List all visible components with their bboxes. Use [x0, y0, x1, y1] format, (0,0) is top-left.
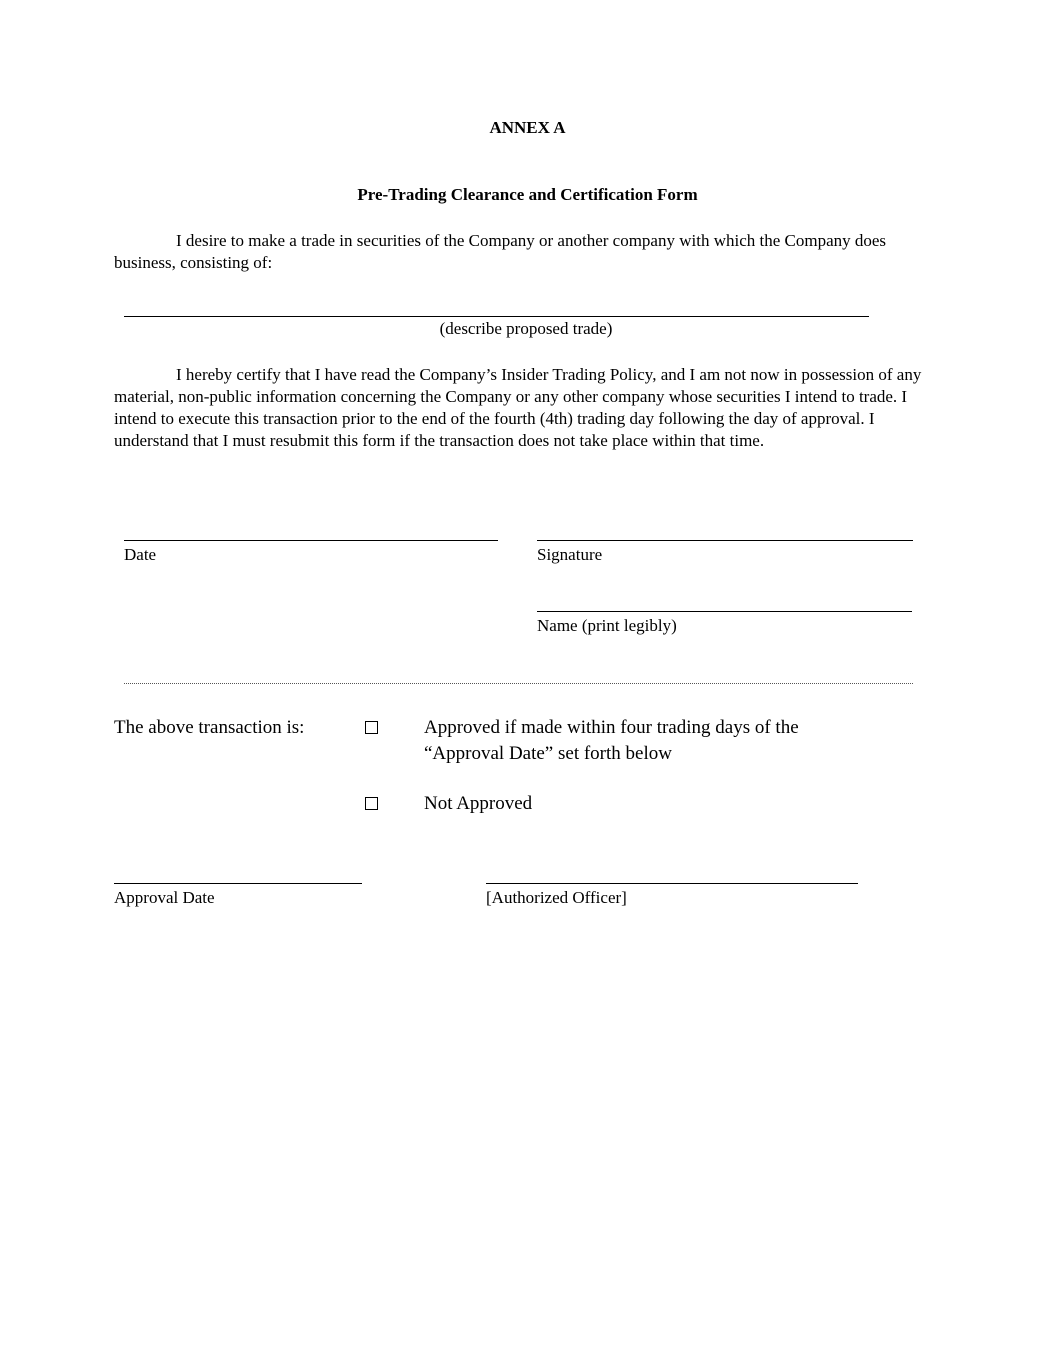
- date-line[interactable]: [124, 540, 498, 541]
- approval-date-label: Approval Date: [114, 888, 215, 907]
- approval-lead-text: The above transaction is:: [114, 717, 305, 738]
- approved-checkbox[interactable]: [365, 721, 378, 734]
- not-approved-checkbox[interactable]: [365, 797, 378, 810]
- certification-paragraph: I hereby certify that I have read the Company’s Insider Trading Policy, and I am not now in possession of any material, non-public information concerning the Company or any other company whose securities I intend to trade. I intend to execute this transaction prior to the end of the fourth (4th) trading day following the day of approval. I understand that I must resubmit this form if the transaction does not take place within that time.: [114, 365, 922, 450]
- not-approved-option: Not Approved: [424, 793, 533, 814]
- signature-label: Signature: [537, 545, 603, 564]
- approved-option-line1: Approved if made within four trading days of the: [424, 717, 799, 738]
- signature-line[interactable]: [537, 540, 913, 541]
- authorized-officer-label: [Authorized Officer]: [486, 888, 627, 907]
- trade-description-caption: (describe proposed trade): [439, 319, 613, 338]
- intro-paragraph: I desire to make a trade in securities of the Company or another company with which the Company does business, consisting of:: [114, 231, 887, 272]
- name-label: Name (print legibly): [537, 616, 677, 635]
- officer-signature-line[interactable]: [486, 883, 858, 884]
- date-label: Date: [124, 545, 157, 564]
- name-line[interactable]: [537, 611, 912, 612]
- section-divider: [124, 683, 913, 684]
- trade-description-line[interactable]: [124, 316, 869, 317]
- annex-title: ANNEX A: [489, 118, 566, 137]
- approved-option-line2: “Approval Date” set forth below: [424, 743, 672, 764]
- form-title: Pre-Trading Clearance and Certification Form: [357, 185, 698, 204]
- approval-date-line[interactable]: [114, 883, 362, 884]
